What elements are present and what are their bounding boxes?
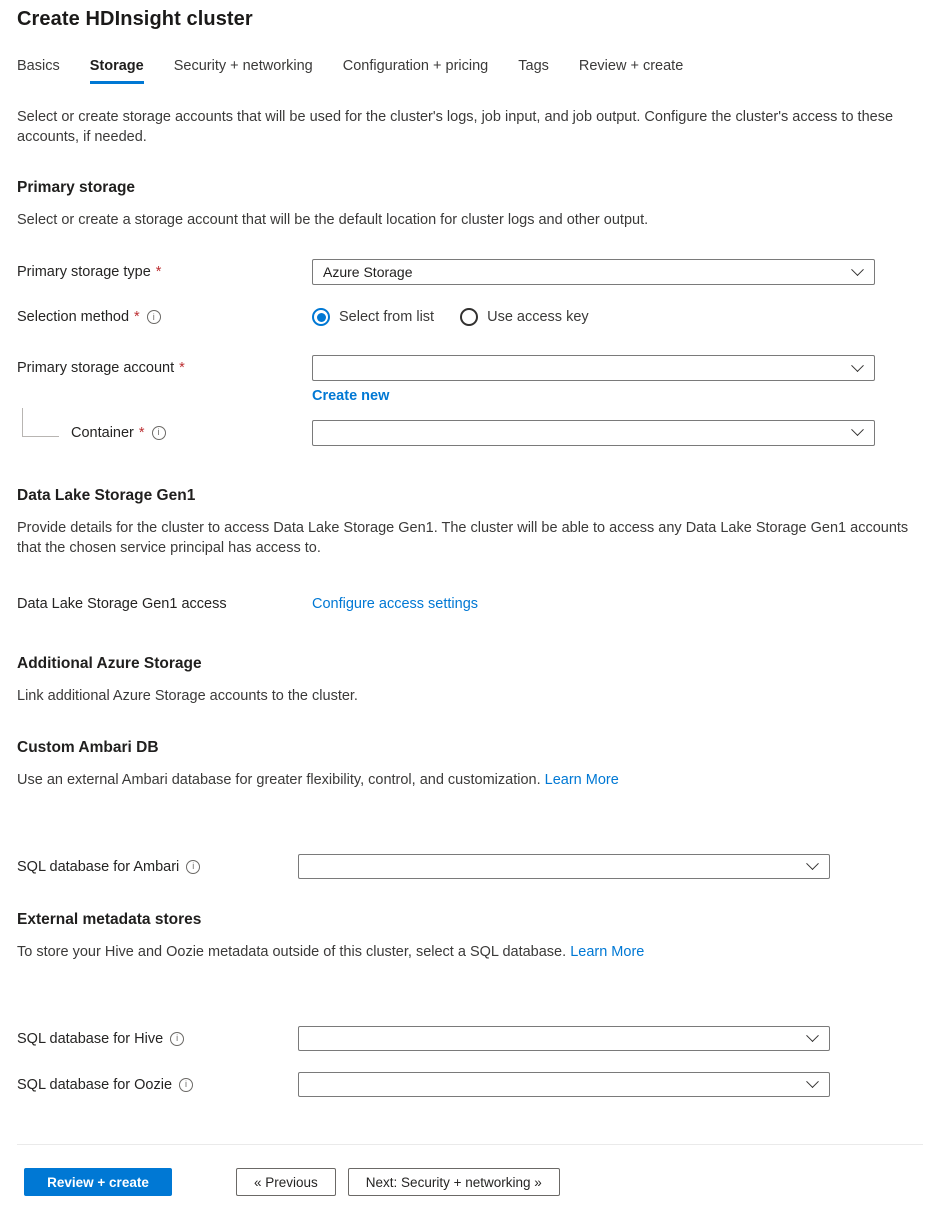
ambari-description: Use an external Ambari database for greater flexibility, control, and customization. Learn More: [17, 772, 619, 788]
radio-selected-icon: [312, 308, 330, 326]
tab-configuration-pricing[interactable]: Configuration + pricing: [342, 58, 489, 74]
required-asterisk: *: [179, 360, 185, 376]
chevron-down-icon: [851, 359, 864, 372]
create-new-row: [312, 388, 923, 404]
sql-hive-select[interactable]: [298, 1026, 830, 1051]
primary-storage-type-select[interactable]: [312, 259, 875, 285]
tab-tags[interactable]: Tags: [518, 58, 549, 74]
tab-basics[interactable]: Basics: [17, 58, 60, 74]
metadata-stores-heading: External metadata stores: [17, 911, 202, 928]
data-lake-heading: Data Lake Storage Gen1: [17, 487, 196, 504]
primary-storage-description: Select or create a storage account that will be the default location for cluster logs and other output.: [17, 212, 649, 228]
required-asterisk: *: [155, 264, 162, 280]
primary-storage-type-value: Azure Storage: [323, 264, 413, 280]
data-lake-access-row: [17, 596, 923, 612]
configure-access-settings-link[interactable]: Configure access settings: [312, 596, 479, 612]
sql-hive-label: SQL database for Hive i: [17, 1031, 298, 1047]
container-label: Container * i: [17, 418, 312, 447]
sql-oozie-select[interactable]: [298, 1072, 830, 1097]
primary-storage-heading: Primary storage: [17, 179, 136, 196]
data-lake-access-label: Data Lake Storage Gen1 access: [17, 596, 227, 612]
ambari-learn-more-link[interactable]: Learn More: [544, 772, 619, 788]
next-button[interactable]: Next: Security + networking »: [348, 1168, 560, 1196]
metadata-learn-more-link[interactable]: Learn More: [570, 944, 645, 960]
info-icon[interactable]: [170, 1032, 184, 1046]
info-icon[interactable]: [152, 426, 166, 440]
sql-ambari-label: SQL database for Ambari i: [17, 859, 298, 875]
info-icon[interactable]: [186, 860, 200, 874]
additional-storage-heading: Additional Azure Storage: [17, 655, 202, 672]
radio-unselected-icon: [460, 308, 478, 326]
additional-storage-description: Link additional Azure Storage accounts to the cluster.: [17, 688, 358, 704]
primary-storage-type-label: Primary storage type *: [17, 264, 162, 280]
primary-storage-type-row: [17, 259, 923, 285]
chevron-down-icon: [851, 423, 864, 436]
info-icon[interactable]: [147, 310, 161, 324]
selection-method-label: Selection method * i: [17, 309, 312, 325]
info-icon[interactable]: [179, 1078, 193, 1092]
sql-hive-row: [17, 1026, 923, 1051]
tab-review-create[interactable]: Review + create: [578, 58, 684, 74]
metadata-stores-description: To store your Hive and Oozie metadata outside of this cluster, select a SQL database. Learn More: [17, 944, 645, 960]
container-row: [17, 418, 923, 447]
sql-ambari-row: [17, 854, 923, 879]
create-new-link[interactable]: Create new: [312, 388, 390, 404]
data-lake-description: Provide details for the cluster to access Data Lake Storage Gen1. The cluster will be able to access any Data Lake Storage Gen1 accounts that the chosen service principal has access to.: [17, 520, 909, 556]
sql-oozie-label: SQL database for Oozie i: [17, 1077, 298, 1093]
review-create-button[interactable]: Review + create: [24, 1168, 172, 1196]
chevron-down-icon: [806, 1075, 819, 1088]
ambari-heading: Custom Ambari DB: [17, 739, 159, 756]
tab-storage[interactable]: Storage: [90, 58, 144, 84]
tab-security-networking[interactable]: Security + networking: [173, 58, 313, 74]
chevron-down-icon: [806, 1029, 819, 1042]
selection-method-radio-group: [312, 308, 589, 326]
primary-storage-account-label: Primary storage account *: [17, 360, 185, 376]
primary-storage-account-select[interactable]: [312, 355, 875, 381]
primary-storage-account-row: [17, 355, 923, 381]
radio-use-access-key[interactable]: Use access key: [460, 308, 589, 326]
required-asterisk: *: [134, 309, 140, 325]
radio-select-from-list[interactable]: Select from list: [312, 308, 434, 326]
chevron-down-icon: [806, 857, 819, 870]
required-asterisk: *: [138, 424, 145, 441]
sql-ambari-select[interactable]: [298, 854, 830, 879]
selection-method-row: [17, 308, 923, 326]
storage-tab-intro: Select or create storage accounts that will be used for the cluster's logs, job input, and job output. Configure the cluster's access to these accounts, if needed.: [17, 109, 894, 145]
chevron-down-icon: [851, 263, 864, 276]
page-title: Create HDInsight cluster: [17, 8, 253, 30]
container-select[interactable]: [312, 420, 875, 446]
tree-connector-line: [22, 408, 59, 437]
wizard-tabs: [17, 58, 923, 84]
previous-button[interactable]: « Previous: [236, 1168, 336, 1196]
wizard-footer: [17, 1144, 923, 1196]
sql-oozie-row: [17, 1072, 923, 1097]
